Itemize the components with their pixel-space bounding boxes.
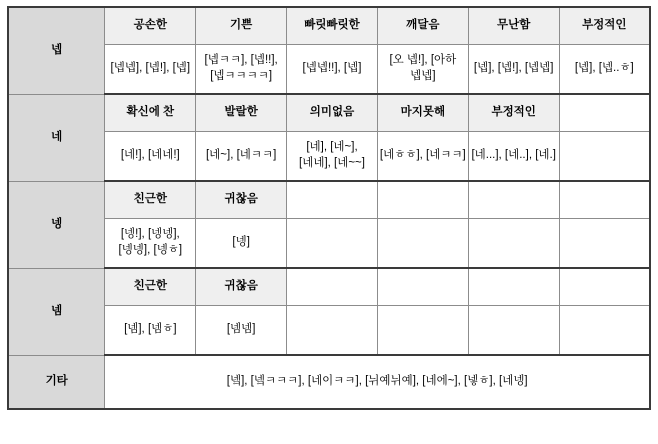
table-row bbox=[8, 268, 650, 306]
example-cell: [넵넵], [넵!], [넵] bbox=[105, 45, 196, 95]
row-group-label-etc: 기타 bbox=[8, 355, 105, 409]
category-header: 의미없음 bbox=[287, 94, 378, 132]
category-header: 깨달음 bbox=[377, 7, 468, 45]
row-group-label: 넹 bbox=[8, 181, 105, 268]
category-header: 귀찮음 bbox=[196, 181, 287, 219]
example-cell: [넵], [넵..ㅎ] bbox=[559, 45, 650, 95]
category-header: 공손한 bbox=[105, 7, 196, 45]
table-row bbox=[8, 45, 650, 95]
category-header: 부정적인 bbox=[559, 7, 650, 45]
empty-cell bbox=[377, 268, 468, 306]
category-header: 빠릿빠릿한 bbox=[287, 7, 378, 45]
example-cell: [넴], [넴ㅎ] bbox=[105, 306, 196, 356]
example-cell: [네], [네~], [네네], [네~~] bbox=[287, 132, 378, 182]
example-cell: [넵넵!!], [넵] bbox=[287, 45, 378, 95]
table-row bbox=[8, 132, 650, 182]
empty-cell bbox=[468, 219, 559, 269]
table-row bbox=[8, 94, 650, 132]
category-header: 기쁜 bbox=[196, 7, 287, 45]
empty-cell bbox=[377, 181, 468, 219]
category-header: 친근한 bbox=[105, 268, 196, 306]
empty-cell bbox=[377, 219, 468, 269]
row-group-label: 넵 bbox=[8, 7, 105, 94]
example-cell: [넴넴] bbox=[196, 306, 287, 356]
empty-cell bbox=[377, 306, 468, 356]
etc-examples-cell: [넼], [넼ㅋㅋㅋ], [네이ㅋㅋ], [뉘예뉘예], [네에~], [넿ㅎ], [네넹] bbox=[105, 355, 650, 409]
empty-cell bbox=[559, 132, 650, 182]
example-cell: [넵ㅋㅋ], [넵!!], [넵ㅋㅋㅋㅋ] bbox=[196, 45, 287, 95]
category-header: 귀찮음 bbox=[196, 268, 287, 306]
response-category-table bbox=[7, 6, 651, 410]
category-header: 부정적인 bbox=[468, 94, 559, 132]
empty-cell bbox=[287, 268, 378, 306]
empty-cell bbox=[559, 219, 650, 269]
category-header: 마지못해 bbox=[377, 94, 468, 132]
category-header: 친근한 bbox=[105, 181, 196, 219]
empty-cell bbox=[287, 181, 378, 219]
example-cell: [오 넵!], [아하 넵넵] bbox=[377, 45, 468, 95]
row-group-label: 넴 bbox=[8, 268, 105, 355]
example-cell: [네...], [네..], [네.] bbox=[468, 132, 559, 182]
empty-cell bbox=[559, 268, 650, 306]
table-row bbox=[8, 7, 650, 45]
example-cell: [넹] bbox=[196, 219, 287, 269]
empty-cell bbox=[559, 94, 650, 132]
table-row bbox=[8, 219, 650, 269]
category-header: 무난함 bbox=[468, 7, 559, 45]
example-cell: [넹!], [넹넹], [넹넹], [넹ㅎ] bbox=[105, 219, 196, 269]
table-row bbox=[8, 181, 650, 219]
example-cell: [네!], [네네!] bbox=[105, 132, 196, 182]
empty-cell bbox=[287, 219, 378, 269]
example-cell: [넵], [넵!], [넵넵] bbox=[468, 45, 559, 95]
empty-cell bbox=[559, 306, 650, 356]
table-row bbox=[8, 355, 650, 409]
example-cell: [네ㅎㅎ], [네ㅋㅋ] bbox=[377, 132, 468, 182]
example-cell: [네~], [네ㅋㅋ] bbox=[196, 132, 287, 182]
empty-cell bbox=[468, 268, 559, 306]
empty-cell bbox=[559, 181, 650, 219]
empty-cell bbox=[468, 306, 559, 356]
table-row bbox=[8, 306, 650, 356]
row-group-label: 네 bbox=[8, 94, 105, 181]
empty-cell bbox=[287, 306, 378, 356]
category-header: 확신에 찬 bbox=[105, 94, 196, 132]
category-header: 발랄한 bbox=[196, 94, 287, 132]
empty-cell bbox=[468, 181, 559, 219]
